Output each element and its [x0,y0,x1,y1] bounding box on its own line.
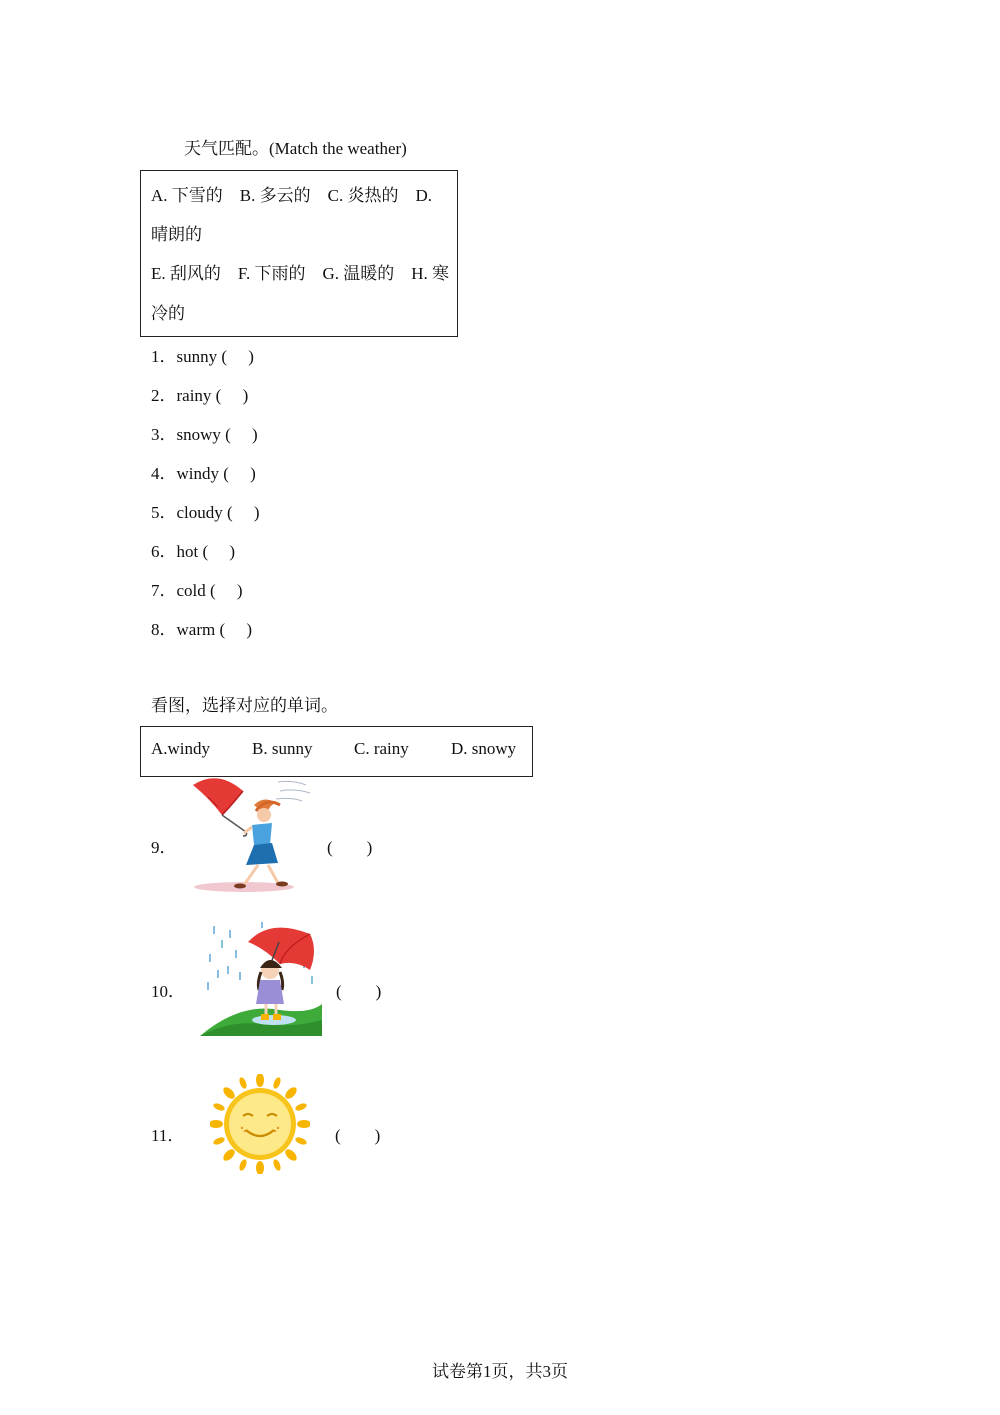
option-c: C. rainy [354,739,409,758]
word-bank-box-1 [140,170,458,337]
question-10-number: 10． [151,982,185,1001]
question-text[interactable]: snowy ( ) [176,425,258,444]
question-6 [151,537,235,562]
question-text[interactable]: cold ( ) [176,581,243,600]
word-bank-line: E. 刮风的 F. 下雨的 G. 温暖的 H. 寒 [151,264,450,283]
question-text[interactable]: cloudy ( ) [176,503,260,522]
question-text[interactable]: rainy ( ) [176,386,249,405]
windy-girl-umbrella-icon [188,777,314,897]
question-7 [151,576,243,601]
page-footer: 试卷第1页，共3页 [432,1362,568,1381]
section-1-title: 天气匹配。(Match the weather) [184,139,407,158]
question-number: 7． [151,581,177,600]
question-number: 4． [151,464,177,483]
question-9-number: 9． [151,838,177,857]
word-bank-line: 冷的 [151,304,185,323]
question-8 [151,615,252,640]
section-2-title: 看图，选择对应的单词。 [151,696,338,715]
option-a: A.windy [151,739,211,758]
question-10-answer[interactable]: ( ) [336,982,382,1001]
question-number: 6． [151,542,177,561]
rainy-girl-umbrella-icon [200,920,322,1036]
option-b: B. sunny [252,739,313,758]
question-3 [151,420,258,445]
question-text[interactable]: hot ( ) [176,542,236,561]
question-text[interactable]: sunny ( ) [176,347,254,366]
question-11-answer[interactable]: ( ) [335,1126,381,1145]
question-1 [151,342,254,367]
question-number: 8． [151,620,177,639]
word-bank-line: 晴朗的 [151,225,202,244]
word-bank-line: A. 下雪的 B. 多云的 C. 炎热的 D. [151,186,432,205]
question-4 [151,459,256,484]
question-5 [151,498,260,523]
question-11-number: 11． [151,1126,185,1145]
rainy-girl-umbrella-image [200,920,322,1036]
windy-girl-umbrella-image [188,777,314,897]
question-number: 3． [151,425,177,444]
smiling-sun-image [210,1074,310,1174]
word-bank-box-2 [140,726,533,777]
question-9-answer[interactable]: ( ) [327,838,373,857]
question-text[interactable]: windy ( ) [176,464,256,483]
smiling-sun-icon [210,1074,310,1174]
question-text[interactable]: warm ( ) [176,620,253,639]
question-number: 1． [151,347,177,366]
question-number: 5． [151,503,177,522]
option-d: D. snowy [451,739,517,758]
question-number: 2． [151,386,177,405]
question-2 [151,381,248,406]
